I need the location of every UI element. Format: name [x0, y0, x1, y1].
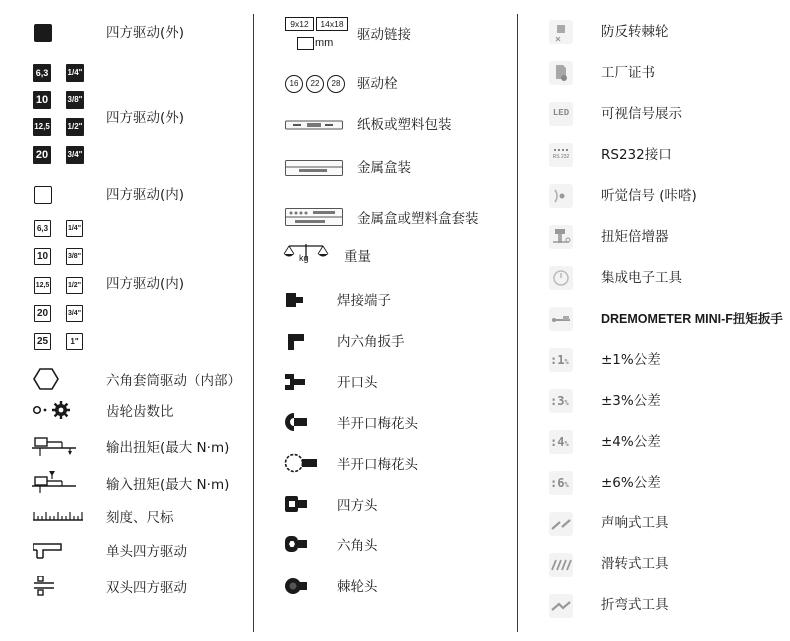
label-clicker-tool: 声响式工具: [601, 515, 669, 531]
label-half-open-ring: 半开口梅花头: [337, 416, 418, 432]
break-tool-icon: [549, 594, 573, 618]
double-square-drive-icon: [34, 576, 56, 596]
output-torque-icon: [32, 436, 78, 458]
tolerance-4-icon: [549, 430, 573, 454]
tol-num: :3: [550, 394, 565, 408]
drive-pin-size: 16: [285, 75, 303, 93]
tol-pct: %: [564, 440, 569, 448]
size-badge-inch: 1": [66, 333, 83, 350]
hex-head-icon: [284, 535, 308, 553]
weld-end-icon: [284, 292, 304, 308]
square-drive-outer-icon: [34, 24, 52, 42]
size-badge-inch: 1/2": [66, 277, 83, 294]
label-metal-plastic-box: 金属盒或塑料盒套装: [357, 211, 479, 227]
label-square-drive-inner: 四方驱动(内): [106, 187, 185, 203]
audible-signal-icon: [549, 184, 573, 208]
slipper-tool-icon: [549, 553, 573, 577]
label-integrated-electronic: 集成电子工具: [601, 270, 682, 286]
label-dremometer: DREMOMETER MINI-F扭矩扳手: [601, 312, 783, 326]
weight-unit: kg: [299, 253, 309, 263]
tol-num: :6: [550, 476, 565, 490]
size-badge-inch: 3/4": [66, 146, 84, 164]
label-tol-4: ±4%公差: [601, 434, 661, 450]
label-weld-end: 焊接端子: [337, 293, 391, 309]
label-visual-signal: 可视信号展示: [601, 106, 682, 122]
tol-num: :1: [550, 353, 565, 367]
label-tol-6: ±6%公差: [601, 475, 661, 491]
single-square-drive-icon: [33, 543, 63, 559]
label-metal-box: 金属盒装: [357, 160, 411, 176]
label-scale: 刻度、尺标: [106, 510, 174, 526]
label-square-head: 四方头: [337, 498, 378, 514]
label-drive-link: 驱动链接: [357, 27, 411, 43]
led-icon-text: LED: [552, 108, 570, 118]
drive-link-icon: [285, 17, 347, 53]
size-badge-metric: 20: [33, 146, 51, 164]
size-badge-metric: 6,3: [33, 64, 51, 82]
label-ratchet-head: 棘轮头: [337, 579, 378, 595]
size-badge-inch: 1/4": [66, 220, 83, 237]
cardboard-pack-icon: [285, 119, 343, 131]
rs232-dots: [554, 149, 568, 153]
weight-scale-icon: [283, 242, 329, 266]
label-hex-key: 内六角扳手: [337, 334, 405, 350]
hex-key-icon: [284, 332, 306, 352]
square-head-icon: [284, 495, 308, 513]
torque-multiplier-icon: [549, 225, 573, 249]
half-open-ring-icon-2: [284, 453, 318, 473]
label-input-torque: 输入扭矩(最大 N·m): [106, 477, 230, 493]
label-audible-signal: 听觉信号 (咔嗒): [601, 188, 697, 204]
hex-socket-icon: [33, 368, 59, 390]
label-drive-pin: 驱动栓: [357, 76, 398, 92]
scale-icon: [33, 508, 83, 522]
label-tol-1: ±1%公差: [601, 352, 661, 368]
tolerance-3-icon: [549, 389, 573, 413]
size-badge-inch: 3/8": [66, 248, 83, 265]
drive-link-unit: mm: [315, 37, 334, 49]
tolerance-1-icon: [549, 348, 573, 372]
size-badge-inch: 1/2": [66, 118, 84, 136]
ratchet-head-icon: [284, 576, 308, 596]
label-output-torque: 输出扭矩(最大 N·m): [106, 440, 230, 456]
certificate-icon: [549, 61, 573, 85]
label-gear-ratio: 齿轮齿数比: [106, 404, 174, 420]
label-single-square-drive: 单头四方驱动: [106, 544, 187, 560]
tol-num: :4: [550, 435, 565, 449]
size-badge-inch: 3/8": [66, 91, 84, 109]
size-badge-metric: 12,5: [34, 277, 51, 294]
label-square-drive-outer: 四方驱动(外): [106, 25, 185, 41]
label-rs232: RS232接口: [601, 147, 672, 163]
label-slipper-tool: 滑转式工具: [601, 556, 669, 572]
led-icon: [549, 102, 573, 126]
drive-link-size-1: 9x12: [285, 17, 314, 31]
label-hex-head: 六角头: [337, 538, 378, 554]
rs232-icon-text: RS 232: [552, 154, 570, 160]
dremometer-icon: [549, 307, 573, 331]
drive-link-box: [297, 37, 314, 50]
square-drive-inner-icon: [34, 186, 52, 204]
label-weight: 重量: [344, 249, 371, 265]
clicker-tool-icon: [549, 512, 573, 536]
label-break-tool: 折弯式工具: [601, 597, 669, 613]
label-anti-reverse: 防反转棘轮: [601, 24, 669, 40]
size-badge-metric: 10: [33, 91, 51, 109]
label-tol-3: ±3%公差: [601, 393, 661, 409]
label-cardboard-pack: 纸板或塑料包装: [357, 117, 452, 133]
metal-plastic-box-icon: [285, 208, 343, 226]
drive-pin-icon: [285, 75, 347, 93]
label-half-open-ring-2: 半开口梅花头: [337, 457, 418, 473]
open-end-icon: [284, 373, 306, 391]
label-hex-socket-drive: 六角套筒驱动（内部）: [106, 373, 241, 389]
drive-pin-size: 28: [327, 75, 345, 93]
half-open-ring-icon: [284, 412, 308, 432]
rs232-icon: [549, 143, 573, 167]
drive-link-size-2: 14x18: [316, 17, 348, 31]
tol-pct: %: [564, 399, 569, 407]
size-badge-metric: 25: [34, 333, 51, 350]
size-badge-metric: 12,5: [33, 118, 51, 136]
metal-box-icon: [285, 160, 343, 176]
label-square-drive-outer-sizes: 四方驱动(外): [106, 110, 185, 126]
tol-pct: %: [564, 358, 569, 366]
column-divider-1: [253, 14, 254, 632]
label-square-drive-inner-sizes: 四方驱动(内): [106, 276, 185, 292]
size-badge-metric: 20: [34, 305, 51, 322]
label-open-end: 开口头: [337, 375, 378, 391]
label-double-square-drive: 双头四方驱动: [106, 580, 187, 596]
anti-reverse-icon: [549, 20, 573, 44]
label-factory-cert: 工厂证书: [601, 65, 655, 81]
tol-pct: %: [564, 481, 569, 489]
input-torque-icon: [32, 471, 78, 495]
size-badge-metric: 6,3: [34, 220, 51, 237]
gear-icon: [32, 400, 74, 420]
electronic-tool-icon: [549, 266, 573, 290]
size-badge-inch: 1/4": [66, 64, 84, 82]
size-badge-inch: 3/4": [66, 305, 83, 322]
size-badge-metric: 10: [34, 248, 51, 265]
tolerance-6-icon: [549, 471, 573, 495]
label-torque-multiplier: 扭矩倍增器: [601, 229, 669, 245]
column-divider-2: [517, 14, 518, 632]
drive-pin-size: 22: [306, 75, 324, 93]
